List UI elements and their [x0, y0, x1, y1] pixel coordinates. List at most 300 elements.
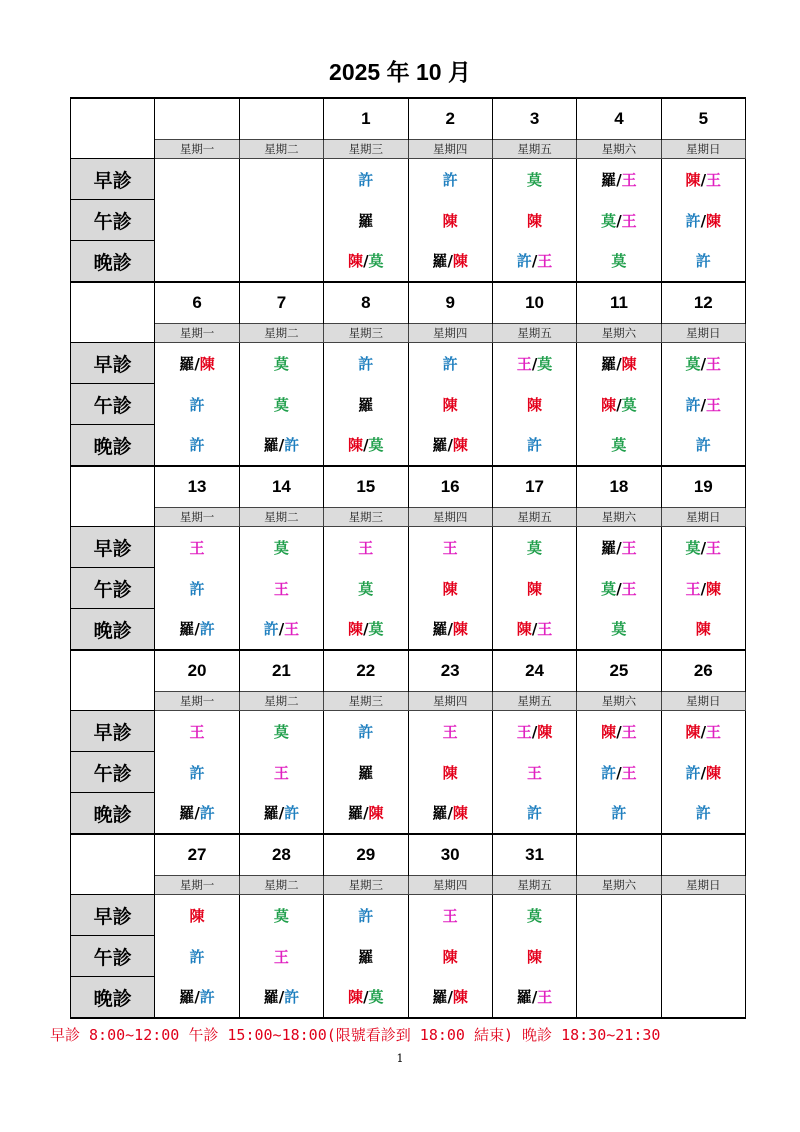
date-cell: 3	[492, 98, 576, 140]
schedule-cell	[661, 527, 745, 568]
doctor-name: 許	[442, 354, 458, 373]
doctor-name: 陳	[601, 722, 617, 741]
date-cell: 11	[577, 282, 661, 324]
schedule-cell	[408, 384, 492, 425]
weekday-label: 星期六	[577, 876, 661, 895]
date-cell: 30	[408, 834, 492, 876]
slot-row	[71, 609, 746, 651]
date-row	[71, 282, 746, 324]
doctor-name: 許	[611, 804, 627, 823]
schedule-cell	[577, 200, 661, 241]
date-cell	[661, 834, 745, 876]
week-corner-cell	[71, 282, 155, 343]
schedule-cell	[155, 159, 239, 200]
schedule-cell	[408, 609, 492, 651]
weekday-row	[71, 324, 746, 343]
doctor-name: 陳	[452, 988, 468, 1007]
doctor-name: 陳	[199, 354, 215, 373]
schedule-cell	[492, 343, 576, 384]
weekday-label: 星期五	[492, 876, 576, 895]
weekday-label: 星期日	[661, 876, 745, 895]
doctor-name: 王	[537, 252, 553, 271]
doctor-name: 羅	[358, 947, 374, 966]
clinic-hours-note: 早診 8:00~12:00 午診 15:00~18:00(限號看診到 18:00 結束) 晚診 18:30~21:30	[50, 1026, 661, 1044]
slot-label: 早診	[71, 711, 155, 752]
doctor-name: 王	[442, 538, 458, 557]
doctor-name: 陳	[348, 252, 364, 271]
doctor-name: 陳	[685, 170, 701, 189]
slot-row	[71, 200, 746, 241]
schedule-cell	[577, 609, 661, 651]
doctor-name: 許	[601, 763, 617, 782]
date-cell: 31	[492, 834, 576, 876]
schedule-cell	[324, 895, 408, 936]
schedule-cell	[577, 936, 661, 977]
date-cell: 13	[155, 466, 239, 508]
weekday-label: 星期二	[239, 508, 323, 527]
weekday-label: 星期五	[492, 324, 576, 343]
schedule-cell	[324, 609, 408, 651]
schedule-cell	[492, 527, 576, 568]
schedule-cell	[577, 568, 661, 609]
doctor-name: 陳	[695, 620, 711, 639]
schedule-cell	[155, 895, 239, 936]
doctor-name: 陳	[348, 988, 364, 1007]
schedule-cell	[577, 241, 661, 283]
date-cell: 4	[577, 98, 661, 140]
doctor-name: 莫	[273, 906, 289, 925]
date-row	[71, 650, 746, 692]
schedule-cell	[155, 609, 239, 651]
doctor-name: 王	[527, 763, 543, 782]
doctor-separator: /	[194, 620, 200, 639]
doctor-name: 許	[189, 395, 205, 414]
doctor-separator: /	[278, 436, 285, 455]
slot-label: 晚診	[71, 793, 155, 835]
schedule-cell	[661, 977, 745, 1019]
doctor-name: 許	[685, 763, 701, 782]
doctor-name: 王	[706, 170, 722, 189]
doctor-name: 羅	[179, 620, 195, 639]
date-cell: 28	[239, 834, 323, 876]
doctor-name: 莫	[527, 906, 543, 925]
schedule-cell	[492, 568, 576, 609]
doctor-name: 王	[537, 620, 553, 639]
doctor-name: 羅	[358, 395, 374, 414]
doctor-name: 羅	[348, 804, 364, 823]
schedule-cell	[324, 200, 408, 241]
doctor-name: 王	[706, 395, 722, 414]
date-cell: 9	[408, 282, 492, 324]
date-cell: 25	[577, 650, 661, 692]
schedule-cell	[661, 159, 745, 200]
schedule-cell	[577, 343, 661, 384]
doctor-separator: /	[700, 722, 707, 741]
slot-row	[71, 384, 746, 425]
schedule-cell	[155, 425, 239, 467]
doctor-separator: /	[616, 579, 622, 598]
doctor-name: 陳	[442, 579, 458, 598]
slot-row	[71, 159, 746, 200]
slot-label: 午診	[71, 200, 155, 241]
doctor-name: 許	[685, 395, 701, 414]
slot-label: 晚診	[71, 609, 155, 651]
doctor-separator: /	[447, 620, 453, 639]
schedule-cell	[155, 793, 239, 835]
doctor-name: 許	[263, 620, 279, 639]
doctor-name: 莫	[273, 395, 289, 414]
slot-row	[71, 895, 746, 936]
doctor-separator: /	[363, 252, 369, 271]
schedule-cell	[408, 895, 492, 936]
doctor-name: 王	[273, 579, 289, 598]
doctor-name: 莫	[368, 988, 384, 1007]
date-cell: 15	[324, 466, 408, 508]
doctor-separator: /	[531, 252, 538, 271]
weekday-label: 星期日	[661, 692, 745, 711]
date-cell: 1	[324, 98, 408, 140]
doctor-name: 王	[685, 579, 701, 598]
weekday-row	[71, 876, 746, 895]
weekday-label: 星期六	[577, 508, 661, 527]
doctor-name: 許	[358, 722, 374, 741]
date-cell: 14	[239, 466, 323, 508]
date-cell: 7	[239, 282, 323, 324]
slot-row	[71, 711, 746, 752]
doctor-separator: /	[447, 804, 453, 823]
schedule-cell	[239, 752, 323, 793]
doctor-name: 王	[358, 538, 374, 557]
schedule-cell	[408, 343, 492, 384]
doctor-name: 王	[516, 354, 532, 373]
schedule-cell	[408, 711, 492, 752]
doctor-name: 王	[621, 763, 637, 782]
schedule-cell	[408, 200, 492, 241]
weekday-label: 星期日	[661, 508, 745, 527]
schedule-cell	[492, 200, 576, 241]
schedule-cell	[239, 200, 323, 241]
weekday-label: 星期二	[239, 692, 323, 711]
slot-label: 午診	[71, 384, 155, 425]
doctor-name: 陳	[621, 354, 637, 373]
slot-label: 早診	[71, 159, 155, 200]
doctor-name: 陳	[685, 722, 701, 741]
weekday-label: 星期四	[408, 324, 492, 343]
schedule-cell	[155, 752, 239, 793]
date-cell	[577, 834, 661, 876]
doctor-name: 莫	[358, 579, 374, 598]
schedule-cell	[408, 241, 492, 283]
schedule-cell	[324, 793, 408, 835]
weekday-label: 星期日	[661, 140, 745, 159]
schedule-cell	[492, 936, 576, 977]
date-cell: 21	[239, 650, 323, 692]
doctor-name: 羅	[432, 620, 448, 639]
slot-row	[71, 425, 746, 467]
schedule-cell	[324, 159, 408, 200]
schedule-cell	[239, 568, 323, 609]
date-cell: 8	[324, 282, 408, 324]
date-cell: 24	[492, 650, 576, 692]
slot-row	[71, 977, 746, 1019]
doctor-name: 陳	[442, 763, 458, 782]
schedule-cell	[155, 343, 239, 384]
doctor-name: 王	[621, 538, 637, 557]
schedule-cell	[408, 936, 492, 977]
doctor-name: 陳	[537, 722, 553, 741]
doctor-name: 許	[358, 354, 374, 373]
doctor-separator: /	[194, 804, 200, 823]
schedule-cell	[492, 241, 576, 283]
doctor-separator: /	[531, 988, 538, 1007]
slot-row	[71, 241, 746, 283]
date-cell: 5	[661, 98, 745, 140]
doctor-name: 羅	[263, 436, 279, 455]
doctor-name: 王	[621, 722, 637, 741]
doctor-separator: /	[700, 763, 707, 782]
schedule-cell	[492, 609, 576, 651]
doctor-name: 許	[695, 804, 711, 823]
date-row	[71, 834, 746, 876]
doctor-name: 許	[685, 211, 701, 230]
schedule-cell	[661, 200, 745, 241]
doctor-name: 許	[189, 436, 205, 455]
doctor-name: 王	[621, 211, 637, 230]
doctor-name: 許	[358, 906, 374, 925]
doctor-name: 王	[621, 170, 637, 189]
weekday-label: 星期六	[577, 324, 661, 343]
schedule-cell	[155, 241, 239, 283]
schedule-cell	[324, 241, 408, 283]
schedule-cell	[324, 936, 408, 977]
doctor-separator: /	[616, 395, 622, 414]
doctor-name: 王	[537, 988, 553, 1007]
schedule-cell	[661, 241, 745, 283]
schedule-cell	[577, 527, 661, 568]
schedule-cell	[408, 752, 492, 793]
schedule-cell	[324, 425, 408, 467]
doctor-name: 陳	[442, 395, 458, 414]
doctor-name: 陳	[452, 252, 468, 271]
schedule-cell	[155, 200, 239, 241]
doctor-name: 莫	[273, 354, 289, 373]
doctor-separator: /	[278, 988, 285, 1007]
schedule-cell	[239, 527, 323, 568]
schedule-cell	[239, 425, 323, 467]
schedule-cell	[492, 895, 576, 936]
doctor-name: 陳	[452, 804, 468, 823]
schedule-cell	[577, 159, 661, 200]
doctor-name: 陳	[527, 211, 543, 230]
doctor-name: 莫	[611, 620, 627, 639]
doctor-name: 王	[273, 947, 289, 966]
doctor-name: 許	[442, 170, 458, 189]
doctor-separator: /	[700, 354, 707, 373]
doctor-name: 許	[695, 252, 711, 271]
doctor-name: 莫	[273, 538, 289, 557]
date-cell: 2	[408, 98, 492, 140]
doctor-name: 陳	[706, 763, 722, 782]
doctor-name: 莫	[611, 252, 627, 271]
week-corner-cell	[71, 98, 155, 159]
doctor-name: 莫	[611, 436, 627, 455]
schedule-cell	[324, 527, 408, 568]
doctor-separator: /	[700, 538, 707, 557]
date-row	[71, 466, 746, 508]
weekday-label: 星期五	[492, 140, 576, 159]
schedule-cell	[577, 425, 661, 467]
doctor-name: 許	[695, 436, 711, 455]
schedule-cell	[661, 793, 745, 835]
slot-row	[71, 568, 746, 609]
schedule-cell	[492, 425, 576, 467]
date-cell: 16	[408, 466, 492, 508]
schedule-cell	[408, 527, 492, 568]
slot-label: 早診	[71, 527, 155, 568]
weekday-label: 星期二	[239, 876, 323, 895]
doctor-separator: /	[531, 620, 538, 639]
schedule-cell	[492, 752, 576, 793]
doctor-separator: /	[700, 395, 707, 414]
schedule-cell	[408, 425, 492, 467]
schedule-cell	[324, 711, 408, 752]
schedule-cell	[492, 977, 576, 1019]
doctor-separator: /	[363, 988, 369, 1007]
doctor-name: 羅	[432, 252, 448, 271]
doctor-name: 莫	[685, 538, 701, 557]
doctor-name: 王	[706, 538, 722, 557]
date-cell: 20	[155, 650, 239, 692]
slot-label: 晚診	[71, 977, 155, 1019]
doctor-name: 許	[189, 947, 205, 966]
doctor-name: 陳	[442, 211, 458, 230]
weekday-label: 星期三	[324, 692, 408, 711]
schedule-cell	[492, 793, 576, 835]
doctor-name: 羅	[432, 436, 448, 455]
doctor-name: 許	[527, 804, 543, 823]
doctor-name: 陳	[452, 436, 468, 455]
date-row	[71, 98, 746, 140]
doctor-name: 羅	[263, 804, 279, 823]
schedule-cell	[577, 793, 661, 835]
doctor-name: 王	[189, 538, 205, 557]
week-corner-cell	[71, 650, 155, 711]
schedule-cell	[324, 752, 408, 793]
doctor-name: 莫	[601, 579, 617, 598]
doctor-name: 陳	[452, 620, 468, 639]
doctor-name: 許	[189, 579, 205, 598]
schedule-cell	[239, 977, 323, 1019]
doctor-name: 莫	[621, 395, 637, 414]
date-cell: 6	[155, 282, 239, 324]
doctor-name: 羅	[358, 763, 374, 782]
schedule-cell	[408, 977, 492, 1019]
doctor-name: 許	[199, 988, 215, 1007]
doctor-name: 莫	[273, 722, 289, 741]
schedule-cell	[661, 609, 745, 651]
doctor-name: 王	[621, 579, 637, 598]
weekday-label: 星期三	[324, 324, 408, 343]
doctor-name: 許	[527, 436, 543, 455]
weekday-label: 星期一	[155, 692, 239, 711]
doctor-name: 許	[284, 804, 300, 823]
doctor-name: 陳	[348, 620, 364, 639]
doctor-name: 陳	[189, 906, 205, 925]
weekday-label: 星期二	[239, 324, 323, 343]
schedule-cell	[155, 384, 239, 425]
weekday-label: 星期三	[324, 876, 408, 895]
doctor-separator: /	[616, 170, 622, 189]
doctor-name: 莫	[368, 436, 384, 455]
week-corner-cell	[71, 834, 155, 895]
schedule-cell	[408, 159, 492, 200]
schedule-table	[70, 97, 746, 1019]
slot-label: 午診	[71, 752, 155, 793]
doctor-separator: /	[447, 252, 453, 271]
slot-label: 午診	[71, 936, 155, 977]
schedule-cell	[239, 895, 323, 936]
doctor-name: 王	[516, 722, 532, 741]
weekday-row	[71, 140, 746, 159]
date-cell: 18	[577, 466, 661, 508]
doctor-name: 莫	[368, 252, 384, 271]
schedule-cell	[577, 752, 661, 793]
doctor-name: 羅	[432, 988, 448, 1007]
weekday-label: 星期一	[155, 508, 239, 527]
doctor-name: 許	[284, 436, 300, 455]
doctor-separator: /	[194, 354, 200, 373]
doctor-separator: /	[616, 538, 622, 557]
doctor-name: 羅	[358, 211, 374, 230]
slot-label: 晚診	[71, 241, 155, 283]
doctor-name: 羅	[601, 170, 617, 189]
schedule-cell	[239, 159, 323, 200]
schedule-cell	[661, 752, 745, 793]
weekday-label: 星期五	[492, 692, 576, 711]
date-cell: 23	[408, 650, 492, 692]
schedule-cell	[577, 384, 661, 425]
date-cell: 29	[324, 834, 408, 876]
weekday-label: 星期一	[155, 876, 239, 895]
weekday-label: 星期六	[577, 140, 661, 159]
schedule-cell	[239, 241, 323, 283]
doctor-name: 羅	[432, 804, 448, 823]
doctor-name: 莫	[537, 354, 553, 373]
doctor-name: 王	[706, 354, 722, 373]
doctor-name: 羅	[179, 988, 195, 1007]
weekday-label: 星期二	[239, 140, 323, 159]
schedule-cell	[239, 711, 323, 752]
week-corner-cell	[71, 466, 155, 527]
doctor-name: 莫	[368, 620, 384, 639]
doctor-name: 陳	[368, 804, 384, 823]
date-cell: 19	[661, 466, 745, 508]
doctor-separator: /	[616, 722, 622, 741]
doctor-name: 羅	[263, 988, 279, 1007]
date-cell: 10	[492, 282, 576, 324]
schedule-cell	[577, 977, 661, 1019]
doctor-name: 陳	[442, 947, 458, 966]
doctor-name: 王	[706, 722, 722, 741]
doctor-separator: /	[278, 620, 285, 639]
doctor-separator: /	[363, 804, 369, 823]
doctor-name: 陳	[706, 211, 722, 230]
doctor-name: 莫	[601, 211, 617, 230]
schedule-cell	[661, 895, 745, 936]
weekday-label: 星期四	[408, 508, 492, 527]
doctor-name: 王	[442, 906, 458, 925]
doctor-name: 陳	[348, 436, 364, 455]
